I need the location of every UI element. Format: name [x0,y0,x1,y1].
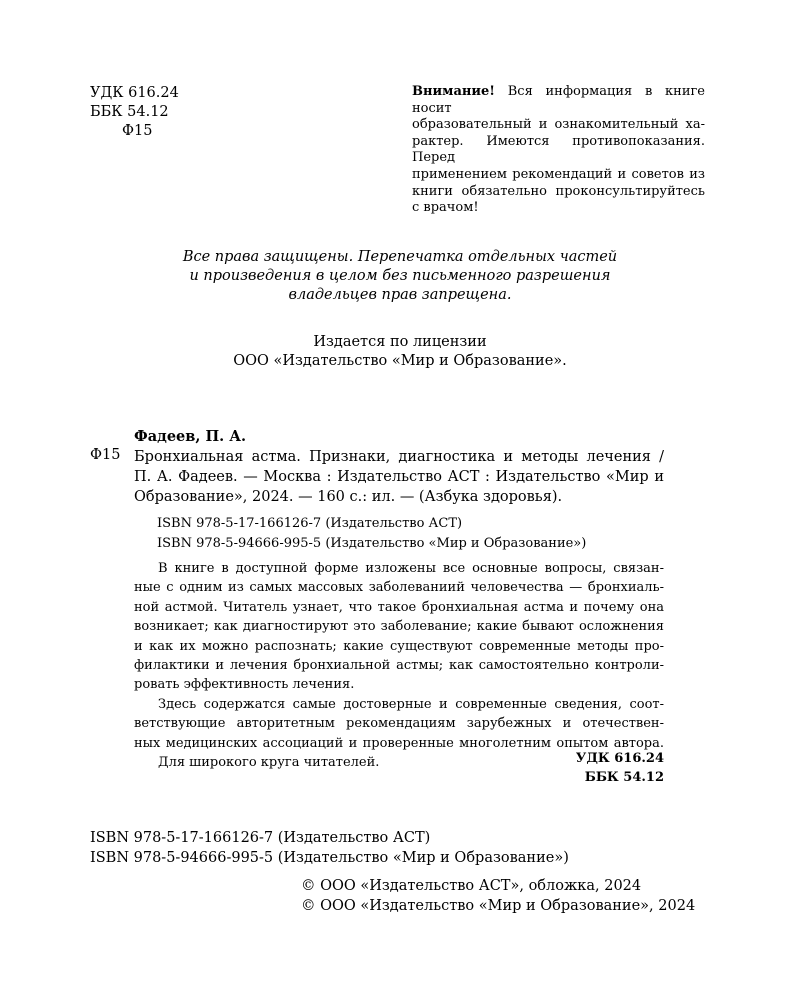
annotation-line: ные с одним из самых массовых заболеваниий человечества — бронхиаль- [134,580,664,596]
record-udk: УДК 616.24 [575,751,664,766]
annotation-line: и как их можно распознать; какие существуют современные методы про- [134,638,664,654]
isbn-line: ISBN 978-5-17-166126-7 (Издательство АСТ) [90,830,431,846]
annotation-line: ветствующие авторитетным рекомендациям зарубежных и отечествен- [134,716,664,732]
notice-heading: Внимание! [412,84,495,99]
notice-line: образовательный и ознакомительный ха- [412,117,705,133]
bib-line: Бронхиальная астма. Признаки, диагностика и методы лечения / [134,449,664,465]
copyright-line: © ООО «Издательство «Мир и Образование», 2024 [301,898,696,914]
annotation-line: ных медицинских ассоциаций и проверенные многолетним опытом автора. [134,735,664,751]
annotation-line: В книге в доступной форме изложены все основные вопросы, связан- [158,561,664,576]
isbn-line: ISBN 978-5-94666-995-5 (Издательство «Мир и Образование») [157,536,587,551]
rights-statement [0,248,800,305]
annotation [134,559,664,772]
record-cutter: Ф15 [90,447,121,463]
copyright-block [301,876,695,916]
bbk-code: ББК 54.12 [90,104,169,120]
author-heading: Фадеев, П. А. [134,428,247,445]
annotation-line: ной астмой. Читатель узнает, что такое бронхиальная астма и почему она [134,599,664,615]
notice-line: книги обязательно проконсультируйтесь [412,183,705,199]
bibliographic-description [134,447,664,507]
notice-line: Вся информация в книге носит [412,84,705,116]
isbn-line: ISBN 978-5-17-166126-7 (Издательство АСТ) [157,516,463,531]
license-statement [0,333,800,371]
record-classification [134,749,664,787]
isbn-line: ISBN 978-5-94666-995-5 (Издательство «Мир и Образование») [90,850,569,866]
cutter-code: Ф15 [122,123,153,139]
annotation-line: возникает; как диагностируют это заболевание; какие бывают осложнения [134,619,664,635]
bib-line: П. А. Фадеев. — Москва : Издательство АСТ : Издательство «Мир и [134,469,664,485]
record-isbn-list [157,514,586,554]
bib-line: Образование», 2024. — 160 с.: ил. — (Азбука здоровья). [134,489,563,505]
classification-block [90,84,179,141]
annotation-line: ровать эффективность лечения. [134,677,355,693]
notice-line: с врачом! [412,200,479,216]
license-line: Издается по лицензии [313,334,487,350]
rights-line: Все права защищены. Перепечатка отдельных частей [182,249,618,265]
rights-line: владельцев прав запрещена. [288,287,512,303]
annotation-line: филактики и лечения бронхиальной астмы; как самостоятельно контроли- [134,658,664,674]
copyright-line: © ООО «Издательство АСТ», обложка, 2024 [301,878,642,894]
isbn-list [90,828,569,868]
license-line: ООО «Издательство «Мир и Образование». [233,353,567,369]
udk-code: УДК 616.24 [90,85,179,101]
record-bbk: ББК 54.12 [584,770,664,785]
notice-line: применением рекомендаций и советов из [412,166,705,182]
rights-line: и произведения в целом без письменного разрешения [189,268,611,284]
notice-line: рактер. Имеются противопоказания. Перед [412,133,705,166]
annotation-line: Здесь содержатся самые достоверные и современные сведения, соот- [158,696,664,712]
warning-notice [412,84,705,217]
annotation-line: Для широкого круга читателей. [158,755,380,771]
